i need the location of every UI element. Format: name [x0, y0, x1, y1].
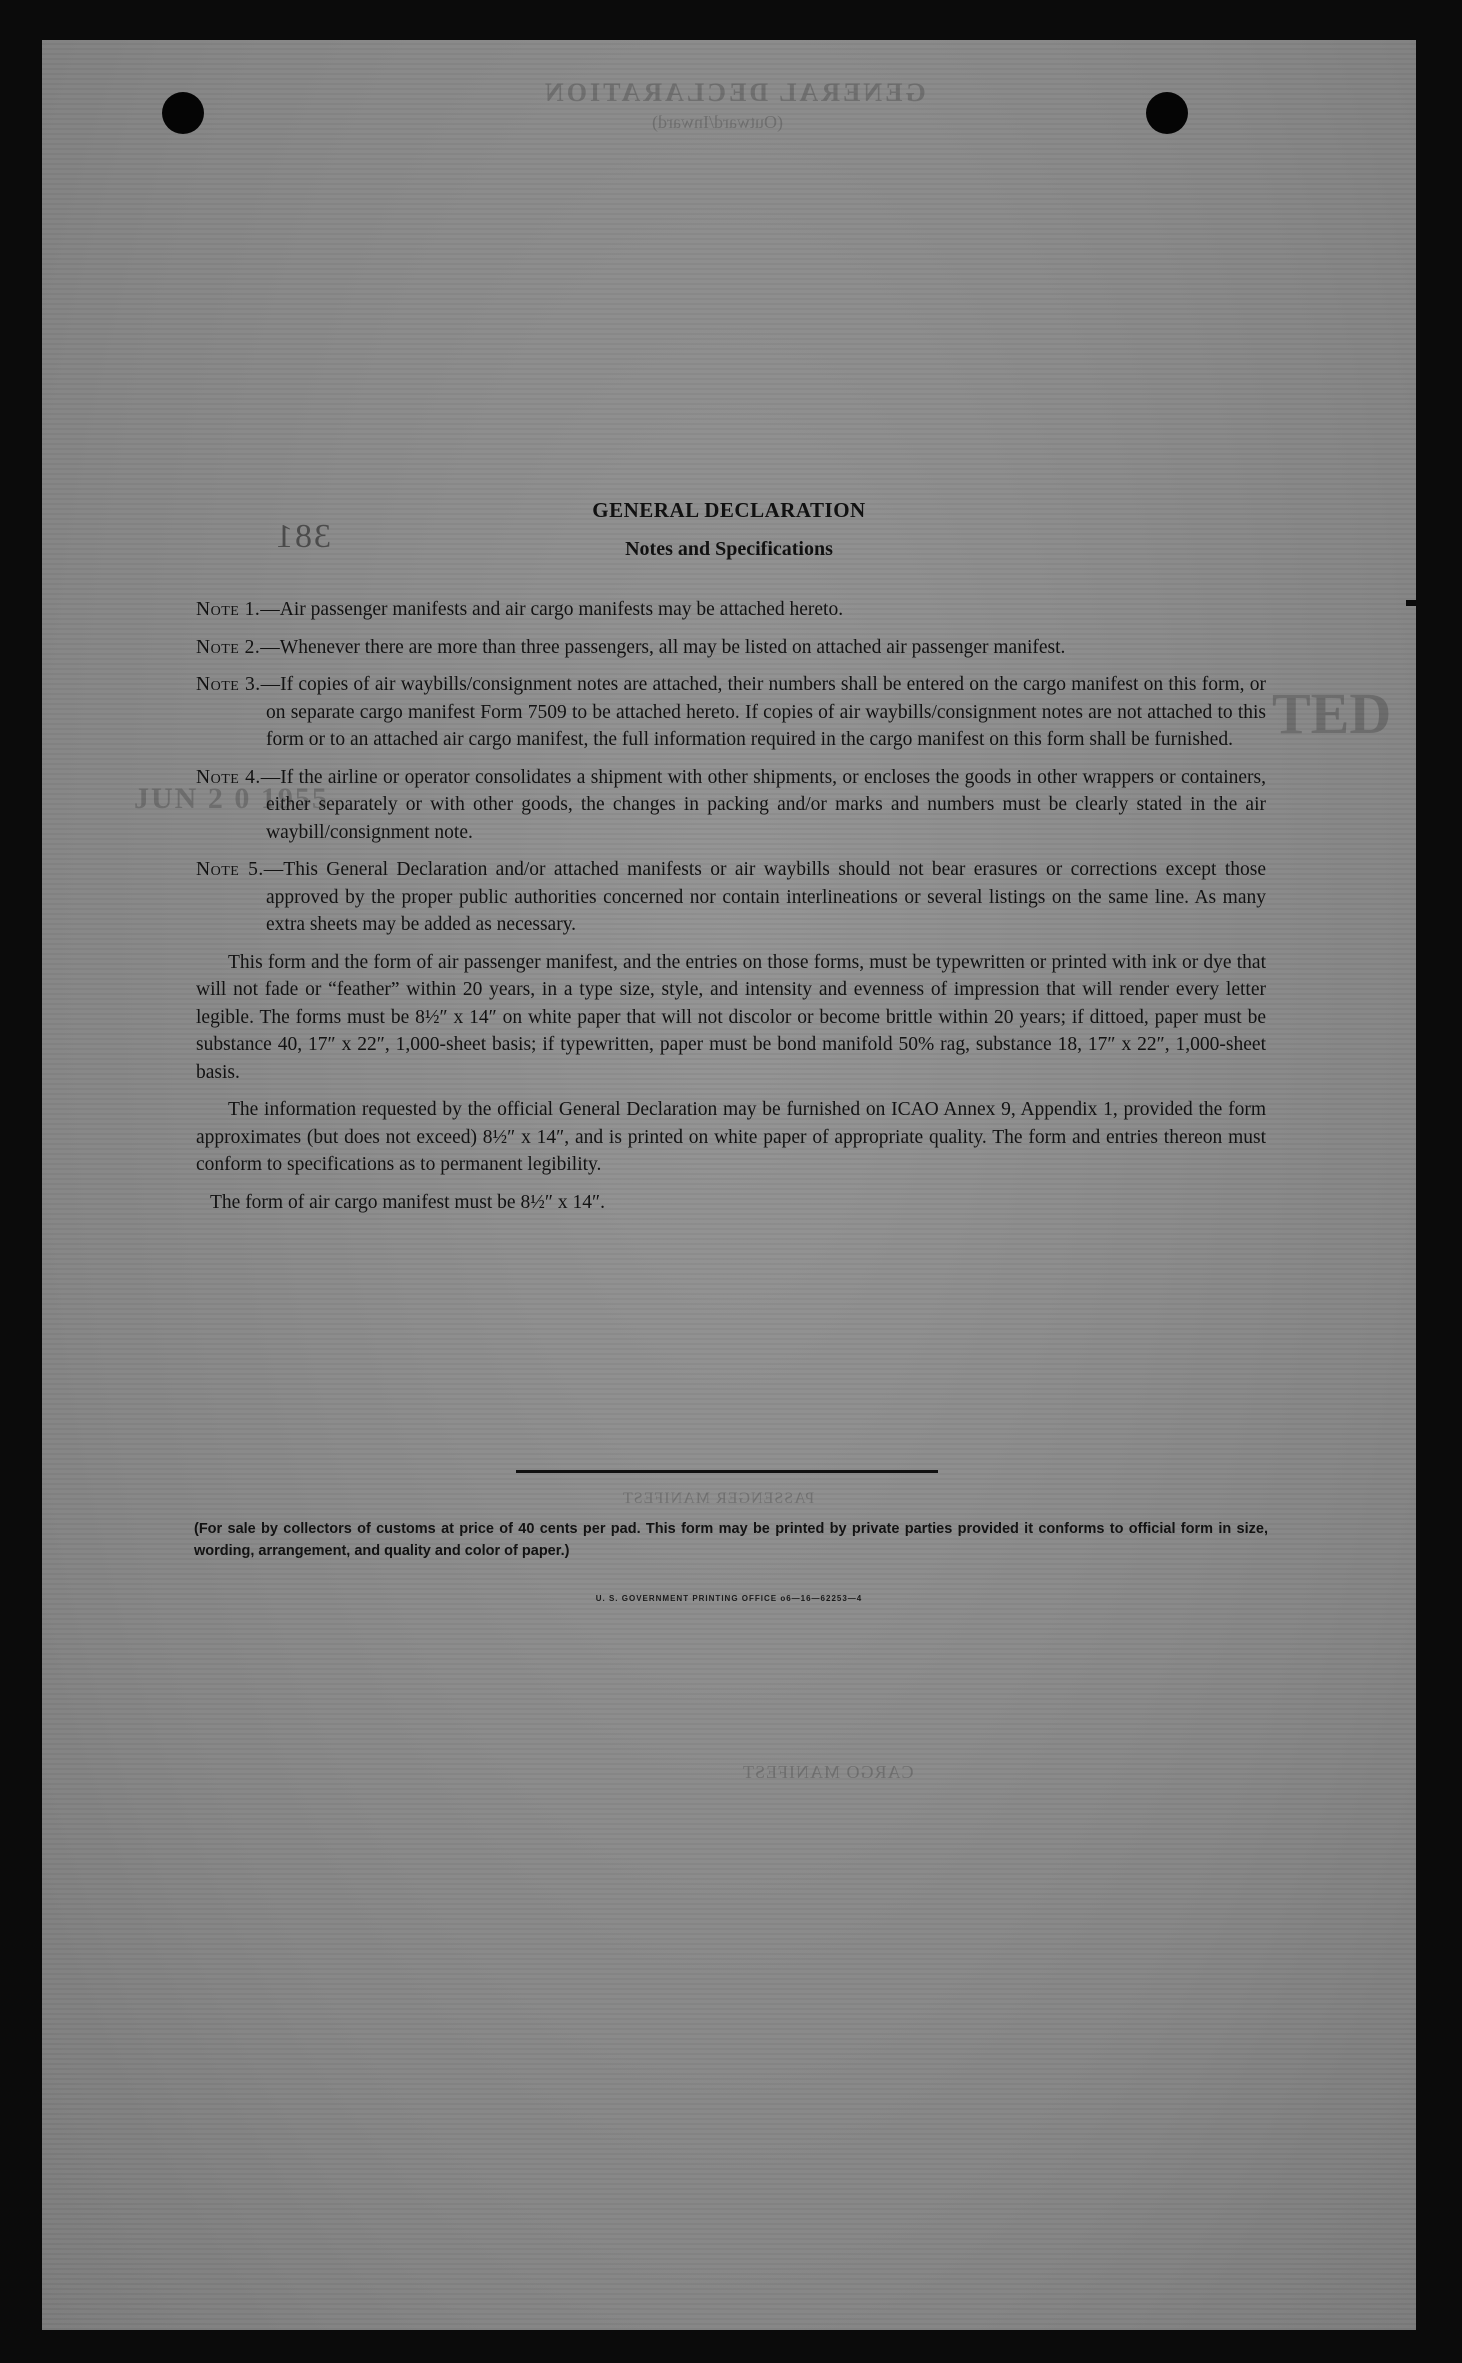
bleed-through-subtitle: (Outward/Inward) — [652, 112, 783, 132]
note-text: —Air passenger manifests and air cargo manifests may be attached hereto. — [260, 599, 844, 620]
bleed-through-stamp: TED — [1272, 681, 1392, 746]
note-label: Note 2. — [196, 636, 261, 658]
bleed-through-title: GENERAL DECLARATION — [542, 78, 926, 107]
note-1 — [196, 596, 1266, 624]
notes-section — [196, 596, 1266, 1226]
divider-rule — [516, 1470, 938, 1473]
note-text: —If copies of air waybills/consignment notes are attached, their numbers shall be entered on the cargo manifest on this form, or on separate cargo manifest Form 7509 to be attached hereto. If copies of air waybills/consignment notes are not attached to this form or to an attached air cargo manifest, the full information required in the cargo manifest on this form shall be furnished. — [260, 674, 1266, 750]
page-number-text: 381 — [274, 518, 331, 555]
note-text: —If the airline or operator consolidates a shipment with other shipments, or encloses the goods in other wrappers or containers, either separately or with other goods, the changes in packing and/or marks and numbers must be clearly stated in the air waybill/consignment note. — [260, 766, 1266, 843]
note-4 — [196, 764, 1266, 847]
bleed-through-passenger: PASSENGER MANIFEST — [622, 1490, 815, 1507]
edge-mark — [1406, 600, 1416, 606]
note-label: Note 3. — [196, 674, 261, 695]
note-label: Note 5. — [196, 859, 264, 880]
punch-hole-right — [1146, 92, 1188, 134]
paragraph-cargo-manifest-size: The form of air cargo manifest must be 8½″ x 14″. — [210, 1191, 605, 1213]
note-text: —Whenever there are more than three passengers, all may be listed on attached air passenger manifest. — [260, 636, 1066, 658]
note-label: Note 1. — [196, 599, 261, 620]
note-2 — [196, 634, 1266, 662]
bleed-through-date-stamp: JUN 2 0 1955 — [134, 782, 329, 815]
note-text: —This General Declaration and/or attached manifests or air waybills should not bear erasures or corrections except those approved by the proper public authorities concerned nor contain interlineations or several listings on the same line. As many extra sheets may be added as necessary. — [263, 859, 1266, 935]
note-3 — [196, 671, 1266, 754]
document-sheet — [42, 40, 1416, 2330]
bleed-through-cargo: CARGO MANIFEST — [742, 1762, 914, 1782]
printing-office-imprint: U. S. GOVERNMENT PRINTING OFFICE o6—16—62253—4 — [595, 1594, 863, 1603]
form-title: GENERAL DECLARATION — [592, 498, 866, 522]
sale-notice: (For sale by collectors of customs at price of 40 cents per pad. This form may be printed by private parties provided it conforms to official form in size, wording, arrangement, and quality and color of paper.) — [194, 1521, 1268, 1559]
paragraph-icao: The information requested by the official General Declaration may be furnished on ICAO Annex 9, Appendix 1, provided the form approximates (but does not exceed) 8½″ x 14″, and is printed on white paper of appropriate quality. The form and entries thereon must conform to specifications as to permanent legibility. — [196, 1099, 1266, 1175]
paragraph-paper-specs: This form and the form of air passenger manifest, and the entries on those forms, must be typewritten or printed with ink or dye that will not fade or “feather” within 20 years, in a type size, style, and intensity and evenness of impression that will render every letter legible. The forms must be 8½″ x 14″ on white paper that will not discolor or become brittle within 20 years; if dittoed, paper must be substance 40, 17″ x 22″, 1,000-sheet basis; if typewritten, paper must be bond manifold 50% rag, substance 18, 17″ x 22″, 1,000-sheet basis. — [196, 951, 1266, 1083]
punch-hole-left — [162, 92, 204, 134]
note-5 — [196, 856, 1266, 939]
form-subtitle: Notes and Specifications — [625, 538, 833, 560]
note-label: Note 4. — [196, 766, 261, 788]
